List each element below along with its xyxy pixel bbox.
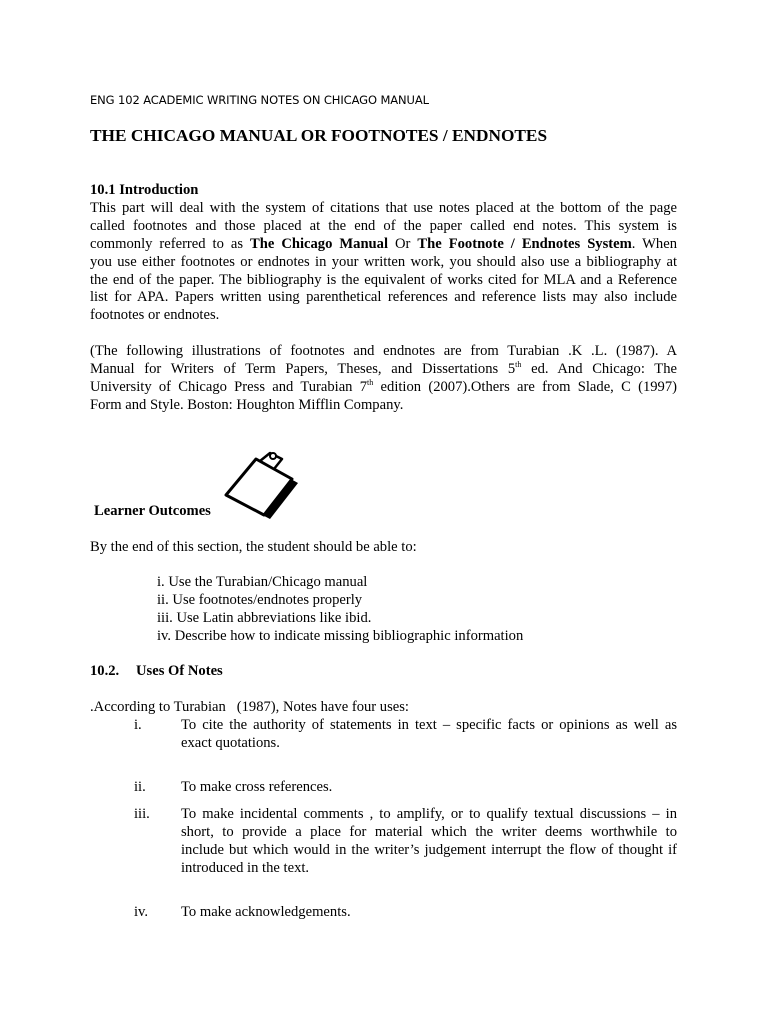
introduction-paragraph bbox=[90, 200, 677, 325]
list-numeral: i. bbox=[134, 717, 142, 733]
section-heading-uses-of-notes: 10.2. Uses Of Notes bbox=[90, 663, 223, 679]
list-item: iii. To make incidental comments , to amplify, or to qualify textual discussions – in short, to provide a place for material which the writer deems worthwhile to include but which would in the writer’s judgement interrupt the flow of thought if introduced in the text. bbox=[134, 806, 677, 876]
uses-intro: .According to Turabian (1987), Notes have four uses: bbox=[90, 699, 409, 715]
clipboard-board bbox=[226, 459, 292, 515]
paragraph-line: University of Chicago Press and Turabian 7th edition (2007).Others are from Slade, C (1997) bbox=[90, 377, 677, 395]
list-item: i. Use the Turabian/Chicago manual bbox=[157, 574, 368, 590]
list-item: iv. Describe how to indicate missing bibliographic information bbox=[157, 627, 524, 644]
outcomes-intro: By the end of this section, the student should be able to: bbox=[90, 539, 417, 555]
page-header: ENG 102 ACADEMIC WRITING NOTES ON CHICAGO MANUAL bbox=[90, 93, 429, 107]
uses-list bbox=[134, 717, 677, 922]
paragraph-line: (The following illustrations of footnotes and endnotes are from Turabian .K .L. (1987). A bbox=[90, 343, 677, 359]
list-item: iv. To make acknowledgements. bbox=[134, 904, 351, 920]
paragraph-line: list for APA. Papers written using parenthetical references and reference lists may also include bbox=[90, 289, 677, 306]
chicago-manual-bold: The Chicago Manual bbox=[250, 235, 389, 252]
paragraph-line: the end of the paper. The bibliography is the equivalent of works cited for MLA and a Reference bbox=[90, 271, 677, 288]
outcomes-list bbox=[157, 574, 523, 646]
list-numeral: iii. bbox=[134, 806, 150, 822]
section-heading-learner-outcomes: Learner Outcomes bbox=[94, 503, 211, 519]
paragraph-line: footnotes or endnotes. bbox=[90, 307, 220, 324]
paragraph-line: Form and Style. Boston: Houghton Mifflin Company. bbox=[90, 396, 404, 413]
list-item: ii. Use footnotes/endnotes properly bbox=[157, 591, 363, 608]
footnote-system-bold: The Footnote / Endnotes System bbox=[417, 235, 632, 252]
paragraph-line: called footnotes and those placed at the end of the paper called end notes. This system is bbox=[90, 217, 677, 234]
paragraph-line: This part will deal with the system of citations that use notes placed at the bottom of the page bbox=[90, 200, 677, 216]
paragraph-line: Manual for Writers of Term Papers, Theses, and Dissertations 5th ed. And Chicago: The bbox=[90, 360, 677, 377]
clipboard-icon bbox=[222, 447, 302, 521]
paragraph-line: commonly referred to as The Chicago Manual Or The Footnote / Endnotes System. When bbox=[90, 235, 677, 252]
list-item: iii. Use Latin abbreviations like ibid. bbox=[157, 609, 372, 626]
list-item: ii. To make cross references. bbox=[134, 779, 333, 795]
section-heading-introduction: 10.1 Introduction bbox=[90, 182, 199, 198]
page-title: THE CHICAGO MANUAL OR FOOTNOTES / ENDNOTES bbox=[90, 126, 548, 145]
clipboard-clip-hole bbox=[270, 453, 276, 459]
source-paragraph bbox=[90, 343, 677, 415]
list-numeral: iv. bbox=[134, 904, 149, 920]
paragraph-line: you use either footnotes or endnotes in your written work, you should also use a bibliography at bbox=[90, 253, 677, 270]
list-item: i. To cite the authority of statements in text – specific facts or opinions as well as exact quotations. bbox=[134, 717, 677, 751]
list-numeral: ii. bbox=[134, 779, 146, 795]
